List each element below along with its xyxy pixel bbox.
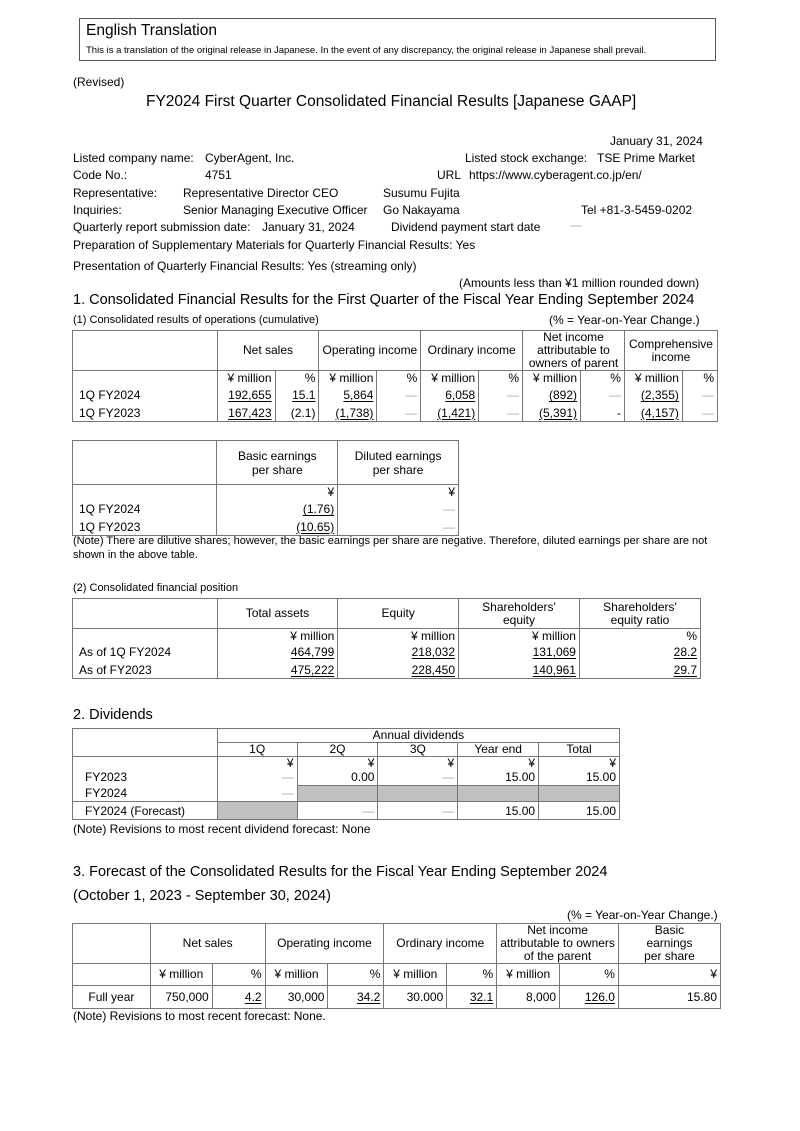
col-net-income: Net income attributable to owners of the parent [497,924,619,964]
revised-label: (Revised) [73,75,125,89]
section1-sub1: (1) Consolidated results of operations (cumulative) [73,314,319,326]
dividend-start-label: Dividend payment start date [391,220,541,234]
col-basic-eps: Basic earnings per share [618,924,720,964]
annual-dividends-header: Annual dividends [217,729,619,743]
document-title: FY2024 First Quarter Consolidated Financial Results [Japanese GAAP] [146,93,637,110]
col-ordinary-income: Ordinary income [384,924,497,964]
unit: ¥ million [624,371,682,387]
submission-date: January 31, 2024 [262,220,355,234]
table-row: FY2023 — 0.00 — 15.00 15.00 [73,769,620,785]
section1-title: 1. Consolidated Financial Results for the First Quarter of the Fiscal Year Ending September 2024 [73,292,695,308]
section3-period: (October 1, 2023 - September 30, 2024) [73,888,331,904]
section1-sub2: (2) Consolidated financial position [73,582,239,594]
supplementary-materials: Preparation of Supplementary Materials for Quarterly Financial Results: Yes [73,238,476,252]
unit: ¥ million [421,371,479,387]
table-row: 1Q FY2023 (10.65) — [73,517,459,535]
col-total-assets: Total assets [217,599,338,629]
inquiries-title: Senior Managing Executive Officer [183,203,368,217]
exchange-label: Listed stock exchange: [465,151,588,165]
col-ordinary-income: Ordinary income [421,331,523,371]
code-label: Code No.: [73,168,128,182]
table-row: As of FY2023 475,222 228,450 140,961 29.7 [73,660,701,678]
banner-note: This is a translation of the original release in Japanese. In the event of any discrepancy, the original release in Japanese shall prevail. [86,45,647,56]
col-diluted-eps: Diluted earnings per share [338,441,459,485]
eps-table: Basic earnings per share Diluted earnings per share ¥ ¥ 1Q FY2024 (1.76) — 1Q FY2023 (10.65) — [72,440,459,536]
representative-name: Susumu Fujita [383,186,460,200]
col-3q: 3Q [378,743,458,757]
unit: % [406,371,418,385]
yoy-note-3: (% = Year-on-Year Change.) [567,908,718,922]
telephone: Tel +81-3-5459-0202 [581,203,693,217]
col-operating-income: Operating income [265,924,384,964]
operations-table [72,330,718,422]
col-net-sales: Net sales [150,924,265,964]
unit: % [508,371,520,385]
section3-title: 3. Forecast of the Consolidated Results for the Fiscal Year Ending September 2024 [73,864,608,880]
inquiries-label: Inquiries: [73,203,122,217]
section2-title: 2. Dividends [73,707,153,723]
company-name-label: Listed company name: [73,151,194,165]
forecast-note: (Note) Revisions to most recent forecast: None. [73,1009,326,1023]
financial-position-table: Total assets Equity Shareholders' equity Shareholders' equity ratio ¥ million ¥ million ¥ million % As of 1Q FY2024 464,799 218,032 131,069 28.2 As of FY2023 475,222 228,450 140,961 29.7 [72,598,701,679]
unit: % [610,371,621,385]
table-row: FY2024 — [73,785,620,801]
col-comprehensive-income: Comprehensive income [624,331,717,371]
unit: ¥ million [319,371,377,387]
dividend-note: (Note) Revisions to most recent dividend forecast: None [73,822,371,836]
url-label: URL [437,168,462,182]
col-equity-ratio: Shareholders' equity ratio [579,599,700,629]
table-row: FY2024 (Forecast) — — 15.00 15.00 [73,801,620,819]
unit: % [304,371,316,385]
dividend-start-value: — [570,218,582,232]
unit: ¥ million [523,371,581,387]
report-date: January 31, 2024 [610,134,703,148]
code-number: 4751 [205,168,232,182]
table-row: As of 1Q FY2024 464,799 218,032 131,069 28.2 [73,644,701,660]
col-total: Total [539,743,620,757]
presentation-info: Presentation of Quarterly Financial Results: Yes (streaming only) [73,259,417,273]
col-net-income: Net income attributable to owners of parent [523,331,625,371]
translation-banner [79,18,716,61]
col-net-sales: Net sales [217,331,319,371]
unit: % [682,371,717,387]
eps-note: (Note) There are dilutive shares; however, the basic earnings per share are negative. Therefore, diluted earnings per share are not shown in the above table. [73,535,708,561]
col-shareholders-equity: Shareholders' equity [459,599,580,629]
col-year-end: Year end [458,743,539,757]
exchange: TSE Prime Market [597,151,696,165]
col-2q: 2Q [297,743,378,757]
row-label: 1Q FY2023 [73,403,218,421]
amounts-note: (Amounts less than ¥1 million rounded down) [459,276,700,290]
company-name: CyberAgent, Inc. [205,151,295,165]
dividends-table: Annual dividends 1Q 2Q 3Q Year end Total ¥ ¥ ¥ ¥ ¥ FY2023 — 0.00 — 15.00 15.00 FY2024 — FY2024 (Forecast) — — 15.00 15.00 [72,728,620,820]
table-row: 1Q FY2024 192,655 15.1 5,864 — 6,058 — (892) — (2,355) — [73,386,718,403]
table-row: Full year 750,000 4.2 30,000 34.2 30.000 32.1 8,000 126.0 15.80 [73,986,721,1009]
representative-title: Representative Director CEO [183,186,339,200]
yoy-note-1: (% = Year-on-Year Change.) [549,313,700,327]
col-equity: Equity [338,599,459,629]
col-operating-income: Operating income [319,331,421,371]
submission-date-label: Quarterly report submission date: [73,220,251,234]
company-url[interactable]: https://www.cyberagent.co.jp/en/ [469,168,642,182]
col-basic-eps: Basic earnings per share [217,441,338,485]
row-label: 1Q FY2024 [73,386,218,403]
unit: ¥ million [217,371,275,387]
inquiries-name: Go Nakayama [383,203,460,217]
table-row: 1Q FY2024 (1.76) — [73,500,459,517]
representative-label: Representative: [73,186,158,200]
col-1q: 1Q [217,743,297,757]
banner-title: English Translation [86,22,217,39]
table-row: 1Q FY2023 167,423 (2.1) (1,738) — (1,421) — (5,391) - (4,157) — [73,403,718,421]
forecast-table: Net sales Operating income Ordinary income Net income attributable to owners of the parent Basic earnings per share ¥ million % ¥ million % ¥ million % ¥ million % ¥ Full year 750,000 4.2 30,000 34.2 30.000 32.1 8,000 126.0 15.80 [72,923,721,1009]
